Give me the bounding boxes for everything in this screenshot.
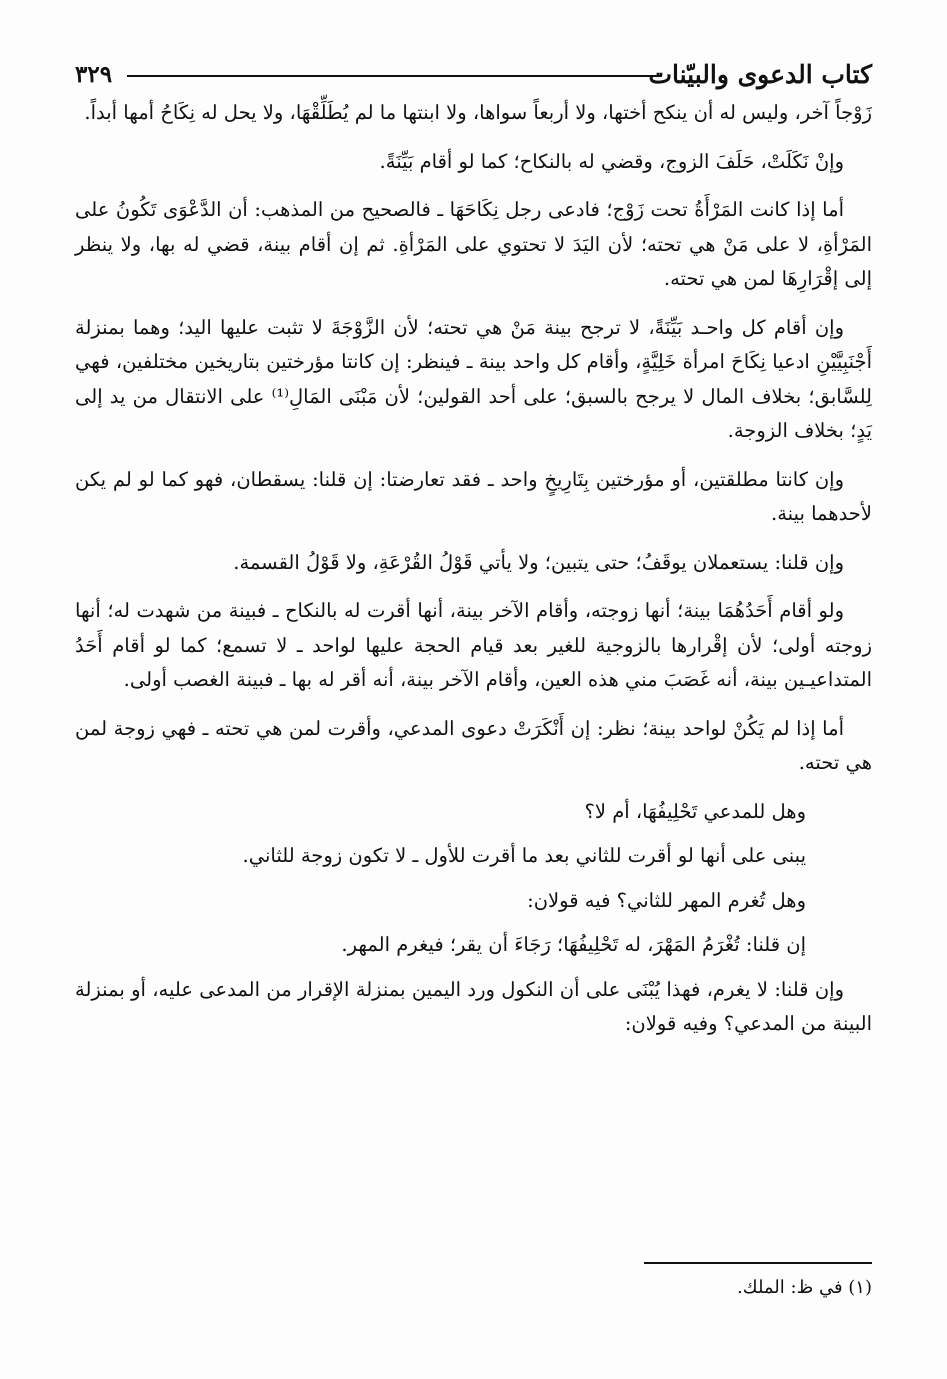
footnote-rule (644, 1262, 872, 1264)
paragraph: وإنْ نَكَلَتْ، حَلَفَ الزوج، وقضي له بالنكاح؛ كما لو أقام بَيِّنَةً. (379, 149, 844, 173)
footnote: (١) في ظ: الملك. (737, 1277, 872, 1298)
paragraph: ولو أقام أَحَدُهُمَا بينة؛ أنها زوجته، وأقام الآخر بينة، أنها أقرت له بالنكاح ـ فبينة من شهدت له؛ أنها زوجته أولى؛ لأن إقْرارها بالزوجية للغير بعد قيام الحجة عليها لواحد ـ لا تسمع؛ كما لو أقام أَحَدُ المتداعيـين بينة، أنه غَصَبَ مني هذه العين، وأقام الآخر بينة، أنه أقر له بها ـ فبينة الغصب أولى. (75, 599, 872, 691)
paragraph: وإن كانتا مطلقتين، أو مؤرختين بِتَارِيخٍ واحد ـ فقد تعارضتا: إن قلنا: يسقطان، فهو كما لو لم يكن لأحدهما بينة. (75, 467, 872, 525)
page-number: ٣٢٩ (75, 61, 113, 88)
paragraph: يبنى على أنها لو أقرت للثاني بعد ما أقرت للأول ـ لا تكون زوجة للثاني. (242, 844, 806, 867)
paragraph: وهل للمدعي تَحْلِيفُهَا، أم لا؟ (584, 799, 806, 823)
page-header (75, 58, 872, 94)
paragraph: أما إذا كانت المَرْأَةُ تحت زَوْج؛ فادعى رجل نِكَاحَهَا ـ فالصحيح من المذهب: أن الدَّعْوَى تَكُونُ على المَرْأةِ، لا على مَنْ هي تحته؛ لأن اليَدَ لا تحتوي على المَرْأةِ. ثم إن أقام بينة، قضي له بها، ولا ينظر إلى إقْرَارِهَا لمن هي تحته. (75, 198, 872, 290)
header-rule (127, 75, 662, 77)
paragraph: وإن قلنا: يستعملان يوقَفُ؛ حتى يتبين؛ ولا يأتي قَوْلُ القُرْعَةِ، ولا قَوْلُ القسمة. (233, 550, 844, 574)
paragraph: وهل تُغرم المهر للثاني؟ فيه قولان: (527, 888, 806, 912)
paragraph: وإن أقام كل واحـد بَيِّنَةً، لا ترجح بينة مَنْ هي تحته؛ لأن الزَّوْجَةَ لا تثبت عليها اليد؛ وهما بمنزلة أَجْنَبِيَّيْنِ ادعيا نِكَاحَ امرأة خَلِيَّةٍ، وأقام كل واحد بينة ـ فينظر: إن كانتا مؤرختين بتاريخين مختلفين، فهي لِلسَّابق؛ بخلاف المال لا يرجح بالسبق؛ على أحد القولين؛ لأن مَبْنَى المَالِ⁽¹⁾ على الانتقال من يد إلى يَدٍ؛ بخلاف الزوجة. (75, 315, 872, 442)
running-title: كتاب الدعوى والبيّنات (648, 60, 872, 89)
paragraph: زَوْجاً آخر، وليس له أن ينكح أختها، ولا أربعاً سواها، ولا ابنتها ما لم يُطَلِّقْهَا، ولا يحل له نِكَاحُ أمها أبداً. (84, 101, 872, 124)
paragraph: أما إذا لم يَكُنْ لواحد بينة؛ نظر: إن أَنْكَرَتْ دعوى المدعي، وأقرت لمن هي تحته ـ فهي زوجة لمن هي تحته. (75, 716, 872, 774)
paragraph: إن قلنا: تُغْرَمُ المَهْرَ، له تَحْلِيفُهَا؛ رَجَاءَ أن يقر؛ فيغرم المهر. (341, 933, 806, 956)
body-text (75, 96, 872, 1056)
paragraph: وإن قلنا: لا يغرم، فهذا يُبْنَى على أن النكول ورد اليمين بمنزلة الإقرار من المدعى عليه، أو بمنزلة البينة من المدعي؟ وفيه قولان: (75, 977, 872, 1035)
